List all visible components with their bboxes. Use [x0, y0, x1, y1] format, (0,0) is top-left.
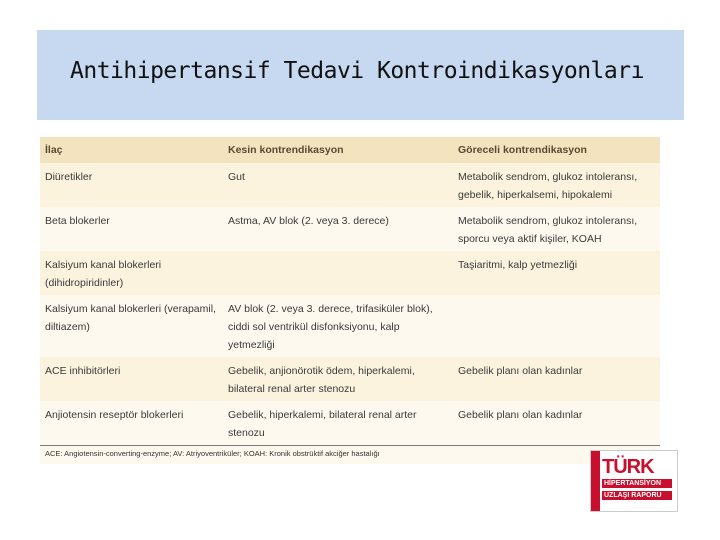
contraindication-table-wrap [40, 137, 660, 464]
table-row [40, 295, 660, 357]
logo-line-1: TÜRK [602, 456, 654, 478]
logo-line-2: HİPERTANSİYON [602, 479, 672, 488]
relative-cell: Gebelik planı olan kadınlar [453, 357, 660, 401]
relative-cell: Taşiaritmi, kalp yetmezliği [453, 251, 660, 295]
absolute-cell: Gut [223, 163, 453, 207]
table-row [40, 207, 660, 251]
logo-line-3: UZLAŞI RAPORU [602, 491, 672, 500]
table-row [40, 401, 660, 445]
drug-cell: Diüretikler [40, 163, 223, 207]
header-relative: Göreceli kontrendikasyon [453, 137, 660, 163]
drug-cell: Kalsiyum kanal blokerleri (dihidropiridinler) [40, 251, 223, 295]
absolute-cell: Gebelik, hiperkalemi, bilateral renal arter stenozu [223, 401, 453, 445]
table-footnote: ACE: Angiotensin-converting-enzyme; AV: Atriyoventriküler; KOAH: Kronik obstrüktif akciğer hastalığı [40, 445, 660, 464]
table-row [40, 163, 660, 207]
contraindication-table [40, 137, 660, 445]
table-row [40, 251, 660, 295]
slide-title: Antihipertansif Tedavi Kontroindikasyonları [70, 58, 644, 84]
header-absolute: Kesin kontrendikasyon [223, 137, 453, 163]
drug-cell: Beta blokerler [40, 207, 223, 251]
absolute-cell: Astma, AV blok (2. veya 3. derece) [223, 207, 453, 251]
absolute-cell: Gebelik, anjionörotik ödem, hiperkalemi, bilateral renal arter stenozu [223, 357, 453, 401]
table-row [40, 357, 660, 401]
report-logo [590, 450, 678, 512]
relative-cell: Gebelik planı olan kadınlar [453, 401, 660, 445]
relative-cell: Metabolik sendrom, glukoz intoleransı, gebelik, hiperkalsemi, hipokalemi [453, 163, 660, 207]
table-header-row [40, 137, 660, 163]
absolute-cell [223, 251, 453, 295]
relative-cell: Metabolik sendrom, glukoz intoleransı, sporcu veya aktif kişiler, KOAH [453, 207, 660, 251]
relative-cell [453, 295, 660, 357]
drug-cell: ACE inhibitörleri [40, 357, 223, 401]
logo-red-bar [591, 451, 600, 511]
header-drug: İlaç [40, 137, 223, 163]
drug-cell: Kalsiyum kanal blokerleri (verapamil, diltiazem) [40, 295, 223, 357]
drug-cell: Anjiotensin reseptör blokerleri [40, 401, 223, 445]
absolute-cell: AV blok (2. veya 3. derece, trifasiküler blok), ciddi sol ventrikül disfonksiyonu, kalp yetmezliği [223, 295, 453, 357]
title-band [37, 30, 684, 120]
